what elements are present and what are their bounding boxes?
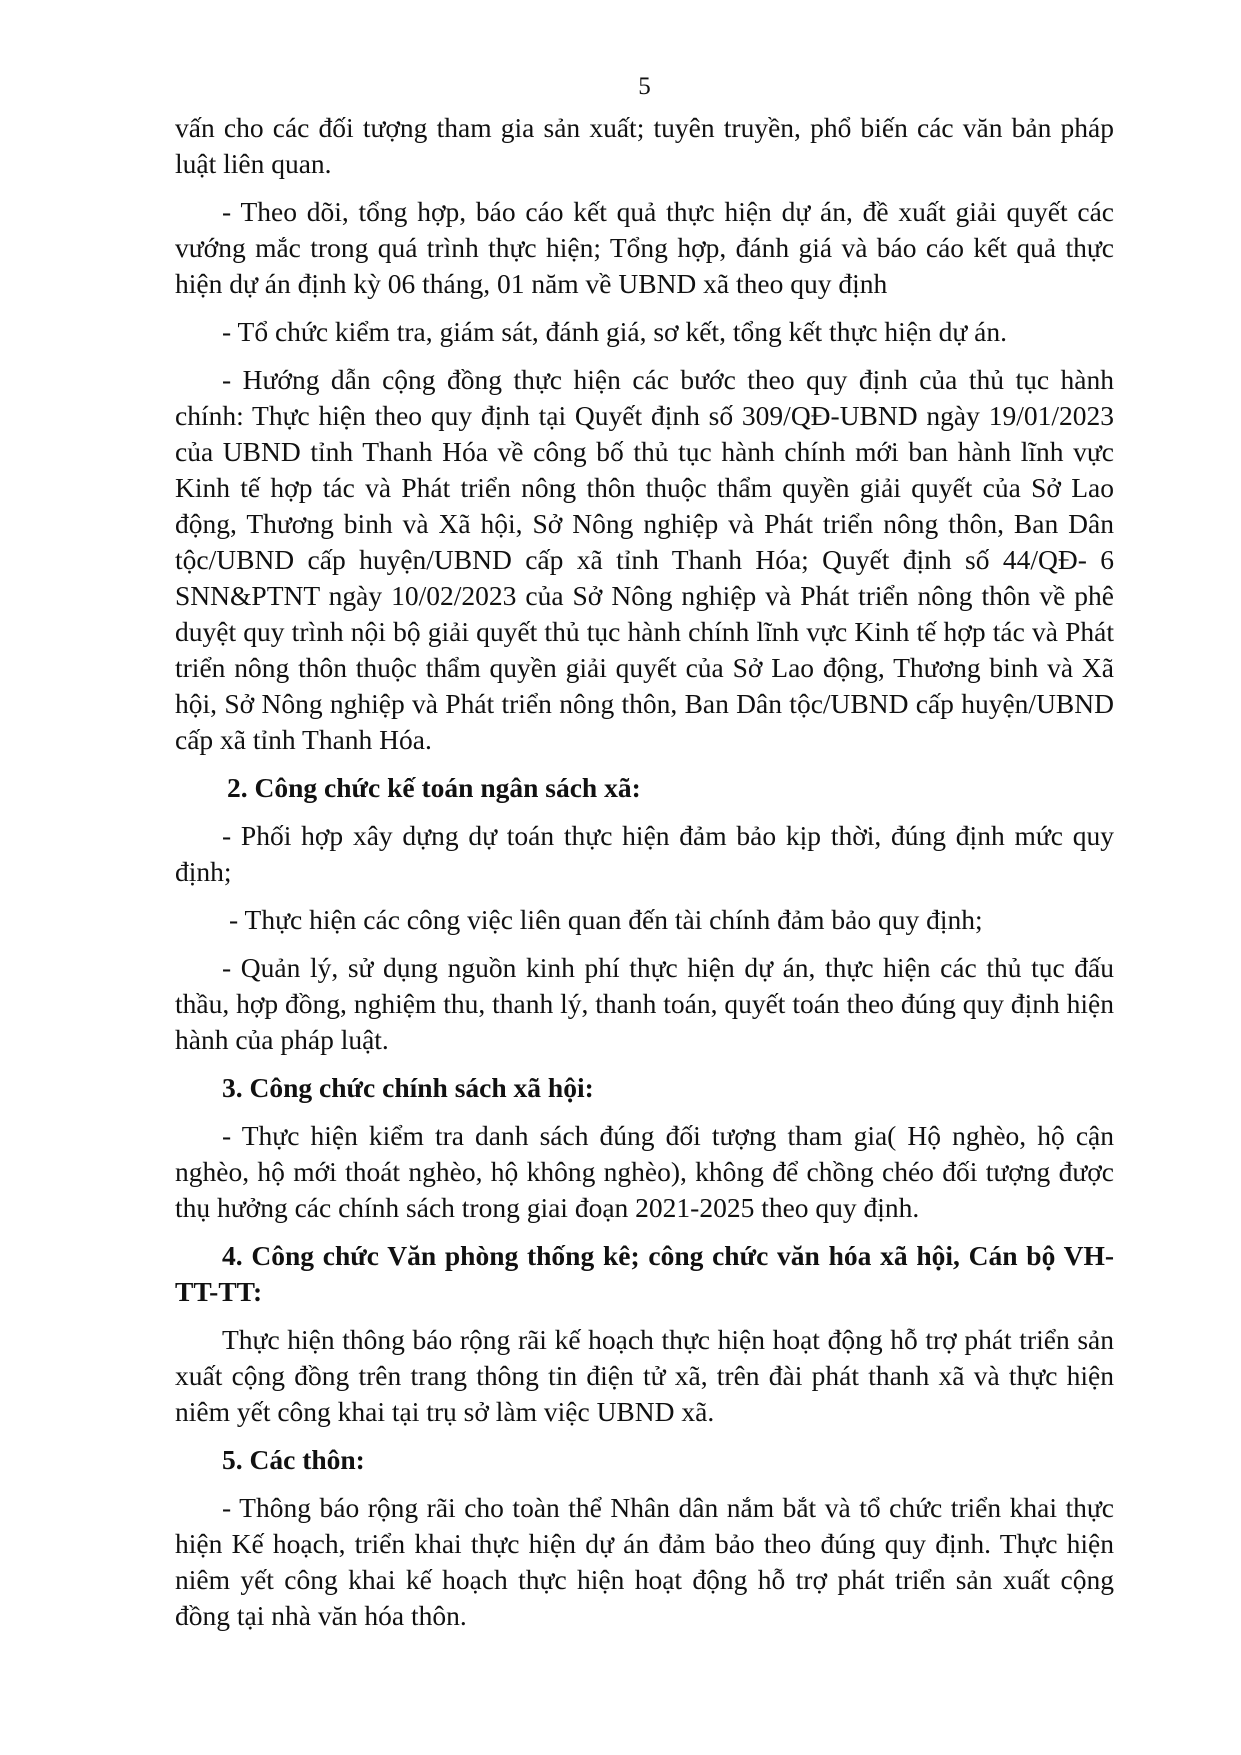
section-heading: 5. Các thôn: (222, 1444, 365, 1475)
paragraph: - Thông báo rộng rãi cho toàn thể Nhân dân nắm bắt và tổ chức triển khai thực hiện Kế hoạch, triển khai thực hiện dự án đảm bảo theo đúng quy định. Thực hiện niêm yết công khai kế hoạch thực hiện hoạt động hỗ trợ phát triển sản xuất cộng đồng tại nhà văn hóa thôn. (175, 1492, 1114, 1631)
paragraph: Thực hiện thông báo rộng rãi kế hoạch thực hiện hoạt động hỗ trợ phát triển sản xuất cộng đồng trên trang thông tin điện tử xã, trên đài phát thanh xã và thực hiện niêm yết công khai tại trụ sở làm việc UBND xã. (175, 1324, 1114, 1427)
section-heading: 2. Công chức kế toán ngân sách xã: (227, 772, 641, 803)
paragraph: - Phối hợp xây dựng dự toán thực hiện đảm bảo kịp thời, đúng định mức quy định; (175, 820, 1114, 887)
section-heading: 3. Công chức chính sách xã hội: (222, 1072, 594, 1103)
paragraph: - Tổ chức kiểm tra, giám sát, đánh giá, sơ kết, tổng kết thực hiện dự án. (222, 316, 1008, 347)
paragraph: vấn cho các đối tượng tham gia sản xuất; tuyên truyền, phổ biến các văn bản pháp luật liên quan. (175, 112, 1114, 179)
paragraph: - Thực hiện kiểm tra danh sách đúng đối tượng tham gia( Hộ nghèo, hộ cận nghèo, hộ mới thoát nghèo, hộ không nghèo), không để chồng chéo đối tượng được thụ hưởng các chính sách trong giai đoạn 2021-2025 theo quy định. (175, 1120, 1114, 1223)
paragraph: - Hướng dẫn cộng đồng thực hiện các bước theo quy định của thủ tục hành chính: Thực hiện theo quy định tại Quyết định số 309/QĐ-UBND ngày 19/01/2023 của UBND tỉnh Thanh Hóa về công bố thủ tục hành chính mới ban hành lĩnh vực Kinh tế hợp tác và Phát triển nông thôn thuộc thẩm quyền giải quyết của Sở Lao động, Thương binh và Xã hội, Sở Nông nghiệp và Phát triển nông thôn, Ban Dân tộc/UBND cấp huyện/UBND cấp xã tỉnh Thanh Hóa; Quyết định số 44/QĐ- 6 SNN&PTNT ngày 10/02/2023 của Sở Nông nghiệp và Phát triển nông thôn về phê duyệt quy trình nội bộ giải quyết thủ tục hành chính lĩnh vực Kinh tế hợp tác và Phát triển nông thôn thuộc thẩm quyền giải quyết của Sở Lao động, Thương binh và Xã hội, Sở Nông nghiệp và Phát triển nông thôn, Ban Dân tộc/UBND cấp huyện/UBND cấp xã tỉnh Thanh Hóa. (175, 364, 1114, 755)
paragraph: - Thực hiện các công việc liên quan đến tài chính đảm bảo quy định; (229, 904, 983, 935)
page-number: 5 (638, 73, 651, 100)
section-heading: 4. Công chức Văn phòng thống kê; công chức văn hóa xã hội, Cán bộ VH-TT-TT: (175, 1240, 1114, 1307)
paragraph: - Theo dõi, tổng hợp, báo cáo kết quả thực hiện dự án, đề xuất giải quyết các vướng mắc trong quá trình thực hiện; Tổng hợp, đánh giá và báo cáo kết quả thực hiện dự án định kỳ 06 tháng, 01 năm về UBND xã theo quy định (175, 196, 1114, 299)
paragraph: - Quản lý, sử dụng nguồn kinh phí thực hiện dự án, thực hiện các thủ tục đấu thầu, hợp đồng, nghiệm thu, thanh lý, thanh toán, quyết toán theo đúng quy định hiện hành của pháp luật. (175, 952, 1114, 1055)
